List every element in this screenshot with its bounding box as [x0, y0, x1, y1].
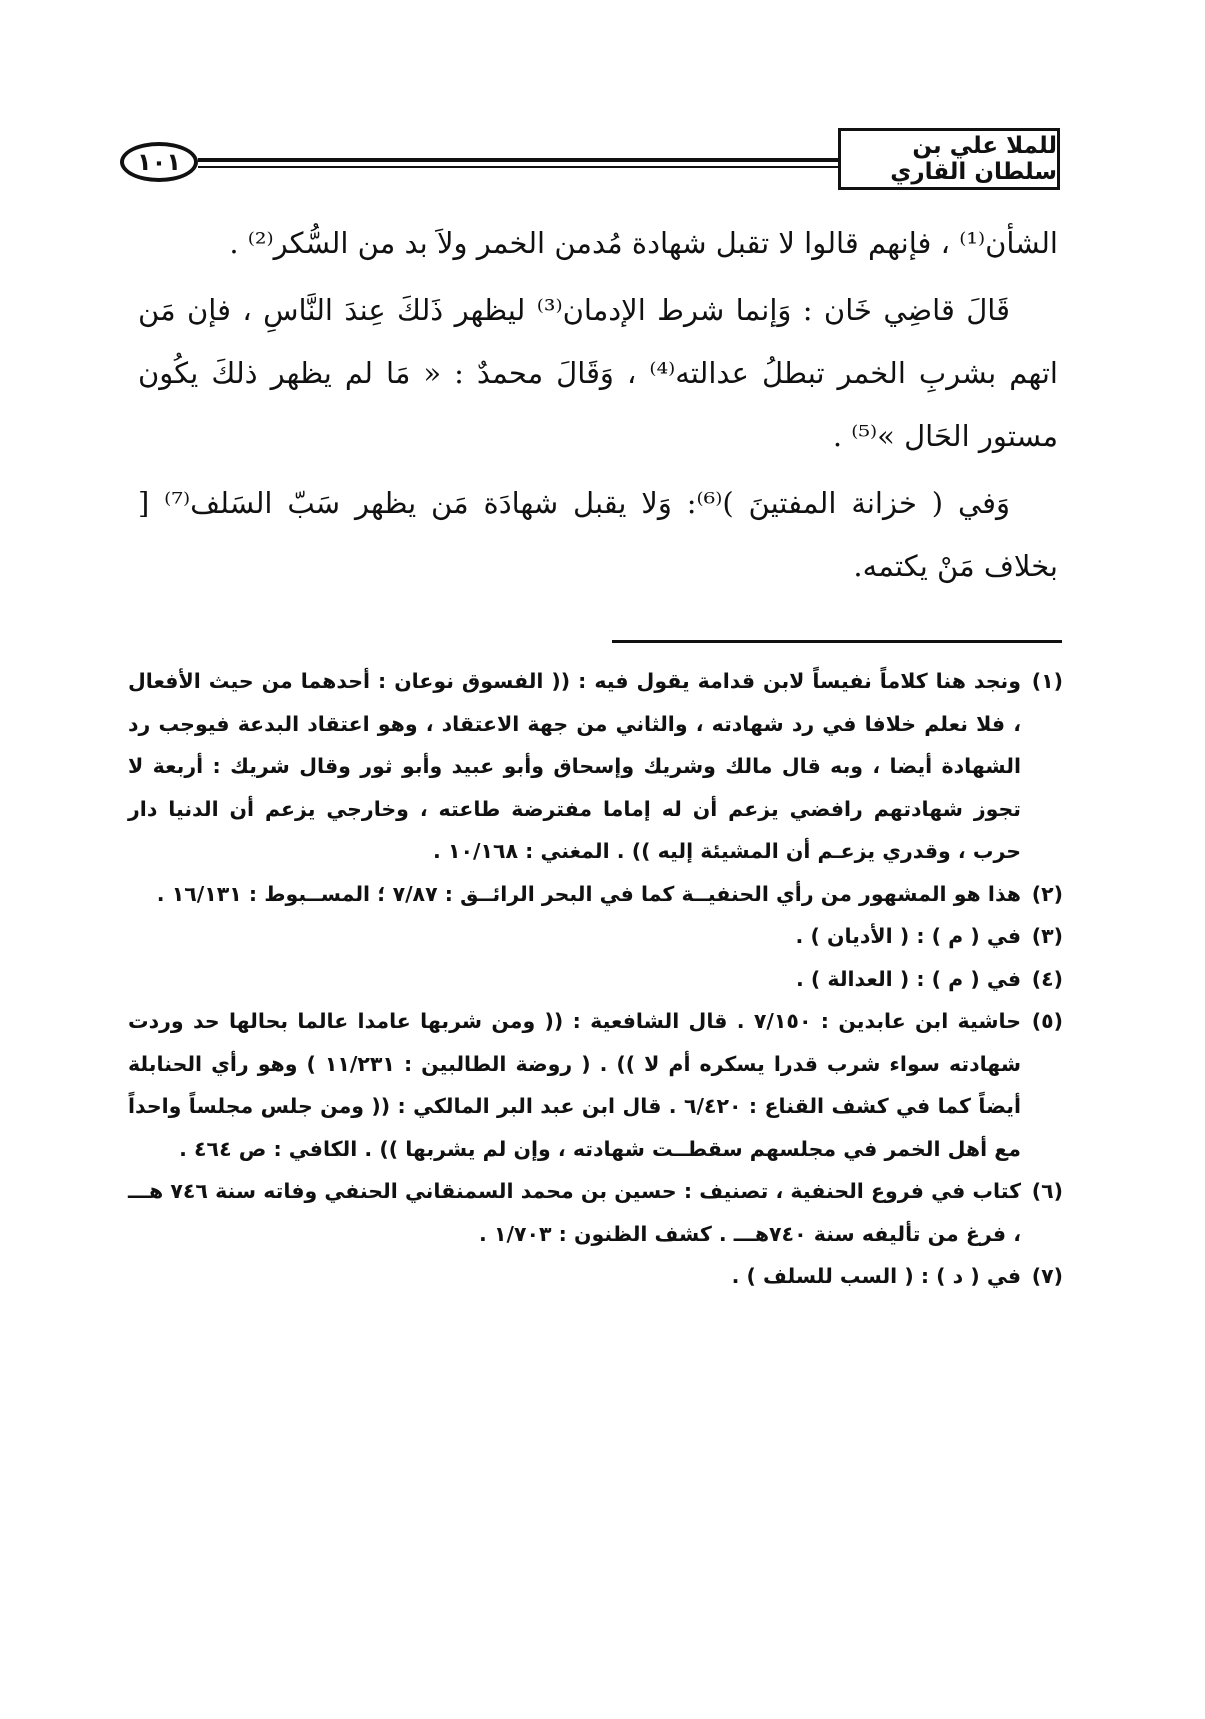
- footnote-number: (٤): [1031, 966, 1063, 991]
- page-header: [120, 128, 1060, 190]
- footnote-text: في ( د ) : ( السب للسلف ) .: [731, 1264, 1021, 1288]
- footnote-6: [128, 1170, 1063, 1255]
- header-rule-thin: [198, 166, 838, 168]
- main-text: [138, 212, 1058, 598]
- footnote-text: في ( م ) : ( الأديان ) .: [795, 924, 1021, 948]
- footnote-3: [128, 915, 1063, 958]
- footnote-number: (١): [1031, 669, 1063, 693]
- footnote-text: في ( م ) : ( العدالة ) .: [795, 966, 1021, 991]
- footnote-7: [128, 1255, 1063, 1298]
- footnote-number: (٥): [1031, 1009, 1063, 1033]
- header-rule-thick: [198, 158, 838, 162]
- page-number: ١٠١: [120, 142, 198, 182]
- footnotes: [128, 660, 1063, 1298]
- paragraph-2: قَالَ قاضِي خَان : وَإنما شرط الإدمان⁽³⁾ ليظهر ذَلكَ عِندَ النَّاسِ ، فإن مَن اتهم بشربِ الخمر تبطلُ عدالته⁽⁴⁾ ، وَقَالَ محمدٌ : « مَا لم يظهر ذلكَ يكُون مستور الحَال »⁽⁵⁾ .: [138, 293, 1058, 453]
- footnote-text: كتاب في فروع الحنفية ، تصنيف : حسين بن محمد السمنقاني الحنفي وفاته سنة ٧٤٦ هـــ ، فرغ من تأليفه سنة ٧٤٠هـــ . كشف الظنون : ١/٧٠٣ .: [128, 1179, 1021, 1246]
- footnote-number: (٣): [1031, 924, 1063, 948]
- footnote-2: [128, 873, 1063, 916]
- footnote-number: (٢): [1031, 881, 1063, 906]
- footnote-5: [128, 1000, 1063, 1170]
- running-title: للملا علي بن سلطان القاري: [838, 128, 1060, 190]
- footnote-number: (٧): [1031, 1264, 1063, 1288]
- footnote-4: [128, 958, 1063, 1001]
- footnote-1: [128, 660, 1063, 873]
- paragraph-3: وَفي ( خزانة المفتينَ )⁽⁶⁾: وَلا يقبل شهادَة مَن يظهر سَبّ السَلف⁽⁷⁾ [ بخلاف مَنْ يكتمه.: [138, 486, 1058, 583]
- footnote-text: ونجد هنا كلاماً نفيساً لابن قدامة يقول فيه : (( الفسوق نوعان : أحدهما من حيث الأفعال ، فلا نعلم خلافا في رد شهادته ، والثاني من جهة الاعتقاد ، وهو اعتقاد البدعة فيوجب رد الشهادة أيضا ، وبه قال مالك وشريك وإسحاق وأبو عبيد وأبو ثور وقال شريك : أربعة لا تجوز شهادتهم رافضي يزعم أن له إماما مفترضة طاعته ، وخارجي يزعم أن الدنيا دار حرب ، وقدري يزعـم أن المشيئة إليه )) . المغني : ١٠/١٦٨ .: [128, 669, 1021, 863]
- paragraph-1: الشأن⁽¹⁾ ، فإنهم قالوا لا تقبل شهادة مُدمن الخمر ولاَ بد من السُّكر⁽²⁾ .: [229, 226, 1058, 260]
- footnote-text: حاشية ابن عابدين : ٧/١٥٠ . قال الشافعية : (( ومن شربها عامدا عالما بحالها حد وردت شهادته سواء شرب قدرا يسكره أم لا )) . ( روضة الطالبين : ١١/٢٣١ ) وهو رأي الحنابلة أيضاً كما في كشف القناع : ٦/٤٢٠ . قال ابن عبد البر المالكي : (( ومن جلس مجلساً واحداً مع أهل الخمر في مجلسهم سقطــت شهادته ، وإن لم يشربها )) . الكافي : ص ٤٦٤ .: [128, 1009, 1022, 1161]
- footnote-text: هذا هو المشهور من رأي الحنفيــة كما في البحر الرائــق : ٧/٨٧ ؛ المســبوط : ١٦/١٣١ .: [156, 881, 1021, 906]
- footnote-number: (٦): [1031, 1179, 1063, 1203]
- footnote-separator: [612, 640, 1062, 643]
